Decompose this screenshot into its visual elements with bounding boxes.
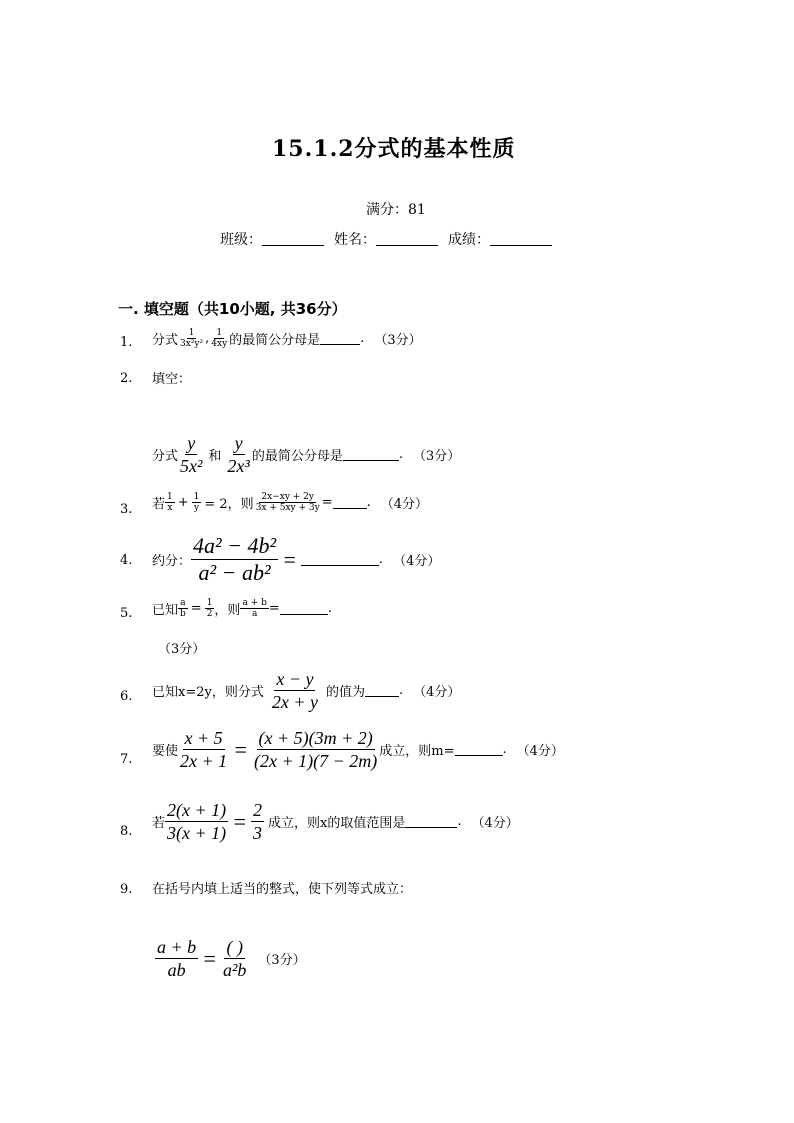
question-7: 要使 $\frac{x + 5}{2x + 1}$ = $\frac{(x + 5)(3m + 2)}{(2x + 1)(7 - 2m)}$ 成立，则m= . （4分） [152,728,564,771]
full-score: 满分：81 [366,202,426,218]
question-number: 2. [120,371,133,386]
q2-answer-blank[interactable] [343,448,399,461]
grade-blank[interactable] [490,233,552,246]
question-number: 5. [120,606,133,621]
question-number: 7. [120,752,133,767]
q1-prefix: 分式 [152,333,179,348]
q7-right-fraction: $\frac{(x + 5)(3m + 2)}{(2x + 1)(7 - 2m)}$ [254,728,378,771]
question-number: 9. [120,882,133,897]
q1-score: （3分） [374,333,422,348]
q2-fraction-2: $\frac{y}{\text{2x³}}$ [227,433,250,476]
question-number: 1. [120,335,133,350]
student-info-line [220,229,552,249]
question-number: 3. [120,502,133,517]
q8-left-fraction: $\frac{2(x + 1)}{3(x + 1)}$ [167,800,227,843]
grade-label: 成绩： [448,232,490,248]
q9-right-fraction[interactable]: $\frac{( )}{\text{a²b}}$ [223,937,247,980]
q8-answer-blank[interactable] [405,815,457,828]
question-8: 若 $\frac{2(x + 1)}{3(x + 1)}$ = $\frac{2}{3}$ 成立，则x的取值范围是 . （4分） [152,800,519,843]
question-1: 分式 $\frac{1}{\text{3x²y²}}$ , $\frac{1}{4xy}$ 的最简公分母是 . （3分） [152,328,422,349]
q6-answer-blank[interactable] [365,684,399,697]
section-heading: 一. 填空题（共10小题, 共36分） [118,300,347,318]
q1-fraction-1: $\frac{1}{\text{3x²y²}}$ [180,328,204,349]
question-2: 分式 $\frac{y}{\text{5x²}}$ 和 $\frac{y}{\text{2x³}}$ 的最简公分母是 . （3分） [152,433,461,476]
q1-suffix: 的最简公分母是 [229,333,321,348]
q7-left-fraction: $\frac{x + 5}{2x + 1}$ [180,728,228,771]
q4-answer-blank[interactable] [301,553,379,566]
q5-score: （3分） [158,642,206,657]
q2-prefix: 填空： [152,372,192,387]
q1-fraction-2: $\frac{1}{4xy}$ [211,328,228,349]
question-6: 已知x=2y，则分式 $\frac{x - y}{2x + y}$ 的值为 . （4分） [152,669,461,712]
q2-fraction-1: $\frac{y}{\text{5x²}}$ [180,433,203,476]
question-number: 4. [120,553,133,568]
q6-fraction: $\frac{x - y}{2x + y}$ [271,669,318,712]
class-blank[interactable] [262,233,324,246]
page-title: 15.1.2分式的基本性质 [272,136,516,162]
class-label: 班级： [220,232,262,248]
q7-answer-blank[interactable] [455,743,503,756]
q1-answer-blank[interactable] [320,332,360,345]
q5-answer-blank[interactable] [280,602,328,615]
q8-right-fraction: $\frac{2}{3}$ [253,800,262,843]
q5-fraction: $\frac{a + b}{a}$ [242,598,267,619]
question-9: $\frac{a + b}{ab}$ = $\frac{( )}{\text{a²b}}$ （3分） [157,937,306,980]
question-5: 已知 $\frac{a}{b}$ = $\frac{1}{2}$ ，则 $\frac{a + b}{a}$ = . [152,598,332,619]
q3-answer-blank[interactable] [333,496,367,509]
q9-prompt: 在括号内填上适当的整式，使下列等式成立： [152,882,413,897]
q3-fraction: $\frac{2x-xy + 2y}{3x + 5xy + 3y}$ [255,492,320,513]
name-label: 姓名： [334,232,376,248]
q4-fraction: $\frac{\text{4a² − 4b²}}{\text{a² − ab²}}$ [193,533,277,585]
question-number: 6. [120,689,133,704]
q9-left-fraction: $\frac{a + b}{ab}$ [157,937,197,980]
question-4: 约分： $\frac{\text{4a² − 4b²}}{\text{a² − ab²}}$ = . （4分） [152,533,441,585]
name-blank[interactable] [376,233,438,246]
question-number: 8. [120,824,133,839]
question-3: 若 $\frac{1}{x}$ + $\frac{1}{y}$ = 2，则 $\frac{2x-xy + 2y}{3x + 5xy + 3y}$ = . （4分） [152,492,429,513]
